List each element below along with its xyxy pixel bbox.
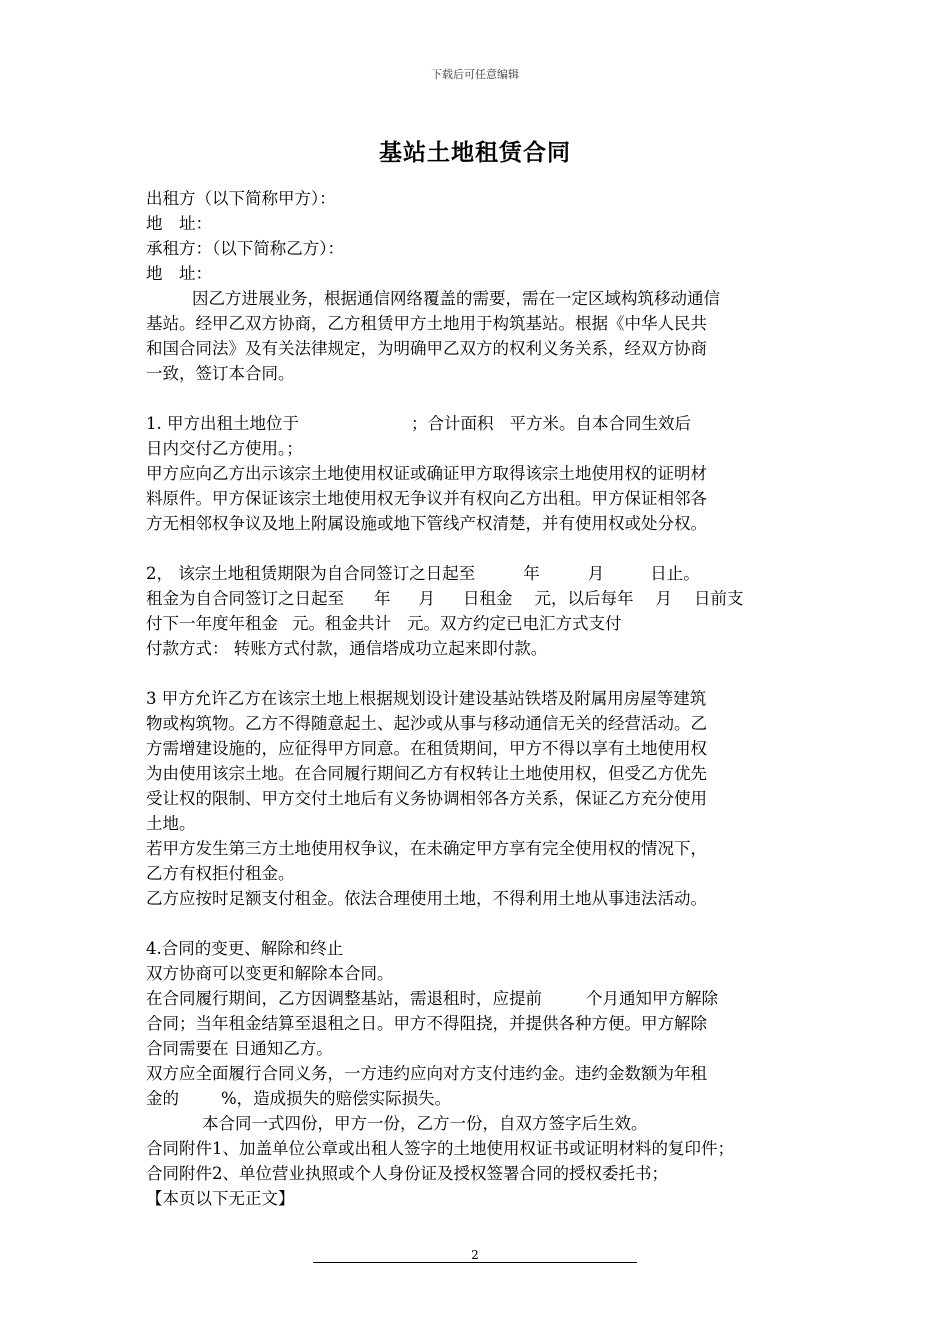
clause2-rent-text: 元。租金共计: [292, 614, 391, 633]
preamble-line: 和国合同法》及有关法律规定，为明确甲乙双方的权利义务关系，经双方协商: [146, 339, 707, 358]
end-of-text-line: 【本页以下无正文】: [146, 1189, 295, 1208]
document-title: 基站土地租赁合同: [379, 140, 571, 166]
clause2-rent-text: 年: [374, 589, 391, 608]
clause1-area-unit: 平方米。自本合同生效后: [509, 414, 691, 433]
clause2-term-label: 2， 该宗土地租赁期限为自合同签订之日起至: [146, 564, 476, 583]
clause4-line: [146, 1086, 826, 1111]
clause2-year: 年: [523, 564, 540, 583]
clause4-line: 合同需要在 日通知乙方。: [146, 1039, 333, 1058]
copies-line: 本合同一式四份，甲方一份，乙方一份，自双方签字后生效。: [202, 1114, 648, 1133]
clause2-rent-text: 租金为自合同签订之日起至: [146, 589, 344, 608]
clause4-text: %，造成损失的赔偿实际损失。: [221, 1089, 452, 1108]
clause4-text: 金的: [146, 1089, 179, 1108]
lessor-address-line: 地 址：: [146, 214, 212, 233]
clause1-text: 甲方应向乙方出示该宗土地使用权证或确证甲方取得该宗土地使用权的证明材: [146, 464, 707, 483]
clause1-line2: 日内交付乙方使用。；: [146, 439, 303, 458]
clause2-rent-line: [146, 586, 826, 611]
clause4-line: 双方应全面履行合同义务，一方违约应向对方支付违约金。违约金数额为年租: [146, 1064, 707, 1083]
attachment-line: 合同附件2、单位营业执照或个人身份证及授权签署合同的授权委托书；: [146, 1164, 668, 1183]
clause2-rent-text: 元，以后每年: [534, 589, 634, 608]
clause3-line: 受让权的限制、甲方交付土地后有义务协调相邻各方关系，保证乙方充分使用: [146, 789, 707, 808]
clause2-rent-text: 日前支: [694, 589, 744, 608]
clause1-text: 料原件。甲方保证该宗土地使用权无争议并有权向乙方出租。甲方保证相邻各: [146, 489, 707, 508]
clause3-line: 方需增建设施的，应征得甲方同意。在租赁期间，甲方不得以享有土地使用权: [146, 739, 707, 758]
clause3-line: 乙方有权拒付租金。: [146, 864, 295, 883]
clause3-line: 为由使用该宗土地。在合同履行期间乙方有权转让土地使用权，但受乙方优先: [146, 764, 707, 783]
clause3-line: 3 甲方允许乙方在该宗土地上根据规划设计建设基站铁塔及附属用房屋等建筑: [146, 689, 707, 708]
lessee-line: 承租方：（以下简称乙方）：: [146, 239, 344, 258]
lessee-address-line: 地 址：: [146, 264, 212, 283]
clause2-day: 日止。: [650, 564, 700, 583]
clause4-text: 个月通知甲方解除: [586, 989, 718, 1008]
clause2-rent-line2: [146, 611, 826, 636]
clause1-line1: [146, 411, 826, 436]
clause3-line: 土地。: [146, 814, 196, 833]
footer-rule: [313, 1262, 637, 1263]
clause2-rent-text: 月: [418, 589, 435, 608]
clause2-rent-text: 日租金: [463, 589, 513, 608]
clause3-line: 乙方应按时足额支付租金。依法合理使用土地，不得利用土地从事违法活动。: [146, 889, 707, 908]
clause4-heading: 4.合同的变更、解除和终止: [146, 939, 344, 958]
page-number: 2: [471, 1248, 479, 1262]
attachment-line: 合同附件1、加盖单位公章或出租人签字的土地使用权证书或证明材料的复印件；: [146, 1139, 734, 1158]
preamble-line: 基站。经甲乙双方协商，乙方租赁甲方土地用于构筑基站。根据《中华人民共: [146, 314, 707, 333]
header-note: 下载后可任意编辑: [431, 68, 519, 81]
clause2-month: 月: [587, 564, 605, 583]
preamble-line: 一致，签订本合同。: [146, 364, 295, 383]
clause2-rent-text: 元。双方约定已电汇方式支付: [407, 614, 622, 633]
clause1-text: 方无相邻权争议及地上附属设施或地下管线产权清楚，并有使用权或处分权。: [146, 514, 707, 533]
clause3-line: 物或构筑物。乙方不得随意起土、起沙或从事与移动通信无关的经营活动。乙: [146, 714, 707, 733]
document-body: [146, 186, 826, 1211]
clause2-term-line: [146, 561, 826, 586]
clause4-text: 在合同履行期间，乙方因调整基站，需退租时，应提前: [146, 989, 542, 1008]
clause2-rent-text: 付下一年度年租金: [146, 614, 278, 633]
clause4-line: 双方协商可以变更和解除本合同。: [146, 964, 394, 983]
clause1-area-label: ；合计面积: [411, 414, 494, 433]
clause3-line: 若甲方发生第三方土地使用权争议，在未确定甲方享有完全使用权的情况下，: [146, 839, 707, 858]
clause2-rent-text: 月: [655, 589, 672, 608]
clause4-line: 合同；当年租金结算至退租之日。甲方不得阻挠，并提供各种方便。甲方解除: [146, 1014, 707, 1033]
clause2-payment-line: 付款方式： 转账方式付款，通信塔成功立起来即付款。: [146, 639, 548, 658]
clause1-location-label: 1. 甲方出租土地位于: [146, 414, 299, 433]
lessor-line: 出租方（以下简称甲方）：: [146, 189, 336, 208]
preamble-line: 因乙方进展业务，根据通信网络覆盖的需要，需在一定区域构筑移动通信: [192, 289, 720, 308]
clause4-line: [146, 986, 826, 1011]
